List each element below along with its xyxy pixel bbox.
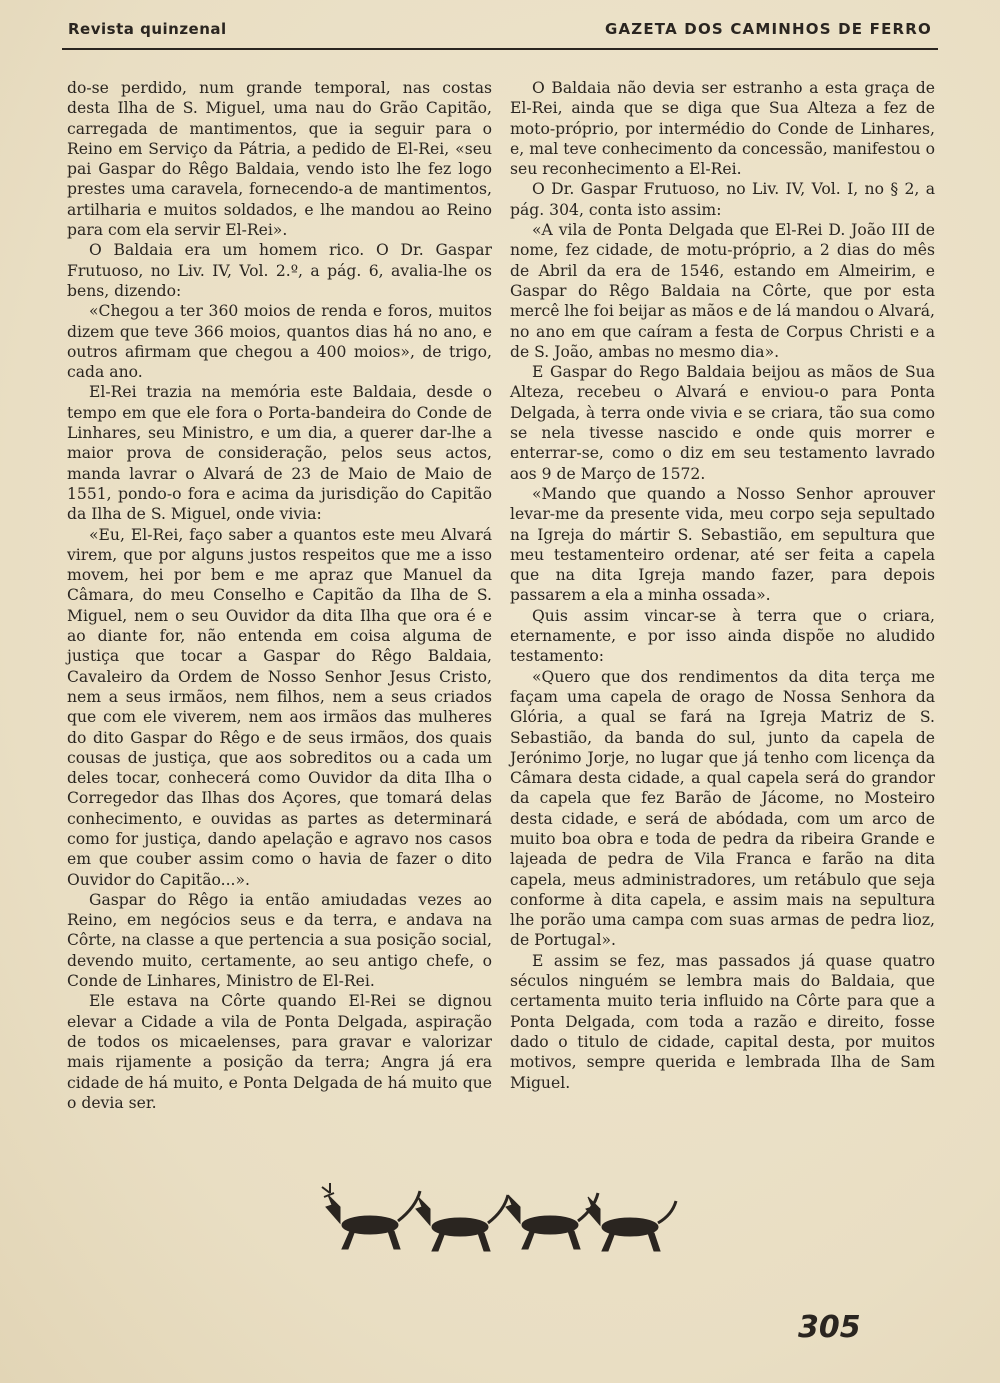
paragraph: E Gaspar do Rego Baldaia beijou as mãos de Sua Alteza, recebeu o Alvará e enviou-o para Ponta Delgada, à terra onde vivia e se criara, tão sua como se nela tivesse nascido e onde quis morrer e enterrar-se, como o diz em seu testamento lavrado aos 9 de Março de 1572. — [510, 363, 935, 483]
right-text-column — [510, 78, 935, 1093]
header-magazine-title: GAZETA DOS CAMINHOS DE FERRO — [604, 20, 932, 38]
quotation-paragraph: «Chegou a ter 360 moios de renda e foros, muitos dizem que teve 366 moios, quantos dias há no ano, e outros afirmam que chegou a 400 moios», de trigo, cada ano. — [67, 302, 492, 382]
dachshund-icon — [506, 1193, 598, 1249]
paragraph: O Dr. Gaspar Frutuoso, no Liv. IV, Vol. I, no § 2, a pág. 304, conta isto assim: — [510, 180, 935, 219]
paragraph: Gaspar do Rêgo ia então amiudadas vezes ao Reino, em negócios seus e da terra, e andava na Côrte, na classe a que pertencia a sua posição social, devendo muito, certamente, ao seu antigo chefe, o Conde de Linhares, Ministro de El-Rei. — [67, 890, 492, 991]
dachshund-icon — [586, 1197, 676, 1251]
paragraph: do-se perdido, num grande temporal, nas costas desta Ilha de S. Miguel, uma nau do Grão Capitão, carregada de mantimentos, que ia seguir para o Reino em Serviço da Pátria, a pedido de El-Rei, «seu pai Gaspar do Rêgo Baldaia, vendo isto lhe fez logo prestes uma caravela, fornecendo-a de mantimentos, artilharia e muitos soldados, e lhe mandou ao Reino para com ela servir El-Rei». — [67, 79, 492, 240]
dachshund-icon — [416, 1195, 508, 1251]
dachshund-icon — [326, 1191, 420, 1249]
paragraph: El-Rei trazia na memória este Baldaia, desde o tempo em que ele fora o Porta-bandeira do Conde de Linhares, seu Ministro, e um dia, a querer dar-lhe a maior prova de consideração, pelos seus actos, manda lavrar o Alvará de 23 de Maio de Maio de 1551, pondo-o fora e acima da jurisdição do Capitão da Ilha de S. Miguel, onde vivia: — [67, 383, 492, 524]
header-rule — [62, 48, 938, 50]
paragraph: Quis assim vincar-se à terra que o criara, eternamente, e por isso ainda dispõe no aludido testamento: — [510, 606, 935, 666]
header-publication-frequency: Revista quinzenal — [68, 20, 227, 38]
decorative-dachshund-ornament — [310, 1175, 690, 1265]
left-text-column — [67, 78, 492, 1113]
quotation-paragraph: «Mando que quando a Nosso Senhor aprouver levar-me da presente vida, meu corpo seja sepultado na Igreja do mártir S. Sebastião, em sepultura que meu testamenteiro ordenar, até ser feita a capela que na dita Igreja mando fazer, para depois passarem a ela a minha ossada». — [510, 484, 935, 605]
quotation-paragraph: «A vila de Ponta Delgada que El-Rei D. João III de nome, fez cidade, de motu-próprio, a 2 dias do mês de Abril da era de 1546, estando em Almeirim, e Gaspar do Rêgo Baldaia na Côrte, que por esta mercê lhe foi beijar as mãos e de lá mandou o Alvará, no ano em que caíram a festa de Corpus Christi e a de S. João, ambas no mesmo dia». — [510, 221, 935, 361]
paragraph: E assim se fez, mas passados já quase quatro séculos ninguém se lembra mais do Baldaia, que certamenta muito teria influido na Côrte para que a Ponta Delgada, com toda a razão e direito, fosse dado o titulo de cidade, capital desta, por muitos motivos, sempre querida e lembrada Ilha de Sam Miguel. — [510, 951, 935, 1092]
paragraph: Ele estava na Côrte quando El-Rei se dignou elevar a Cidade a vila de Ponta Delgada, aspiração de todos os micaelenses, para gravar e valorizar mais rijamente a posição da terra; Angra já era cidade de há muito, e Ponta Delgada de há muito que o devia ser. — [67, 992, 492, 1112]
quotation-paragraph: «Quero que dos rendimentos da dita terça me façam uma capela de orago de Nossa Senhora da Glória, a qual se fará na Igreja Matriz de S. Sebastião, da banda do sul, junto da capela de Jerónimo Jorje, no lugar que já tenho com licença da Câmara desta cidade, a qual capela será do grandor da capela que fez Barão de Jácome, no Mosteiro desta cidade, e será de abódada, com um arco de muito boa obra e toda de pedra da ribeira Grande e lajeada de pedra de Vila Franca e farão na dita capela, meus administradores, um retábulo que seja conforme à dita capela, e assim mais na sepultura lhe porão uma campa com suas armas de pedra lioz, de Portugal». — [510, 667, 935, 950]
paragraph: O Baldaia era um homem rico. O Dr. Gaspar Frutuoso, no Liv. IV, Vol. 2.º, a pág. 6, avalia-lhe os bens, dizendo: — [67, 241, 492, 300]
paragraph: O Baldaia não devia ser estranho a esta graça de El-Rei, ainda que se diga que Sua Alteza a fez de moto-próprio, por intermédio do Conde de Linhares, e, mal teve conhecimento da concessão, manifestou o seu reconhecimento a El-Rei. — [510, 79, 935, 179]
page-number: 305 — [798, 1310, 861, 1345]
quotation-paragraph: «Eu, El-Rei, faço saber a quantos este meu Alvará virem, que por alguns justos respeitos que me a isso movem, hei por bem e me apraz que Manuel da Câmara, do meu Conselho e Capitão da Ilha de S. Miguel, nem o seu Ouvidor da dita Ilha que ora é e ao diante for, não entenda em coisa alguma de justiça que tocar a Gaspar do Rêgo Baldaia, Cavaleiro da Ordem de Nosso Senhor Jesus Cristo, nem a seus irmãos, nem filhos, nem a seus criados que com ele viverem, nem aos irmãos das mulheres do dito Gaspar do Rêgo e de seus irmãos, dos quais cousas de justiça, que aos sobreditos ou a cada um deles tocar, conhecerá como Ouvidor da dita Ilha o Corregedor das Ilhas dos Açores, que tomará delas conhecimento, e ouvidas as partes as determinará como for justiça, dando apelação e agravo nos casos em que couber assim como o havia de fazer o dito Ouvidor do Capitão...». — [67, 525, 492, 889]
